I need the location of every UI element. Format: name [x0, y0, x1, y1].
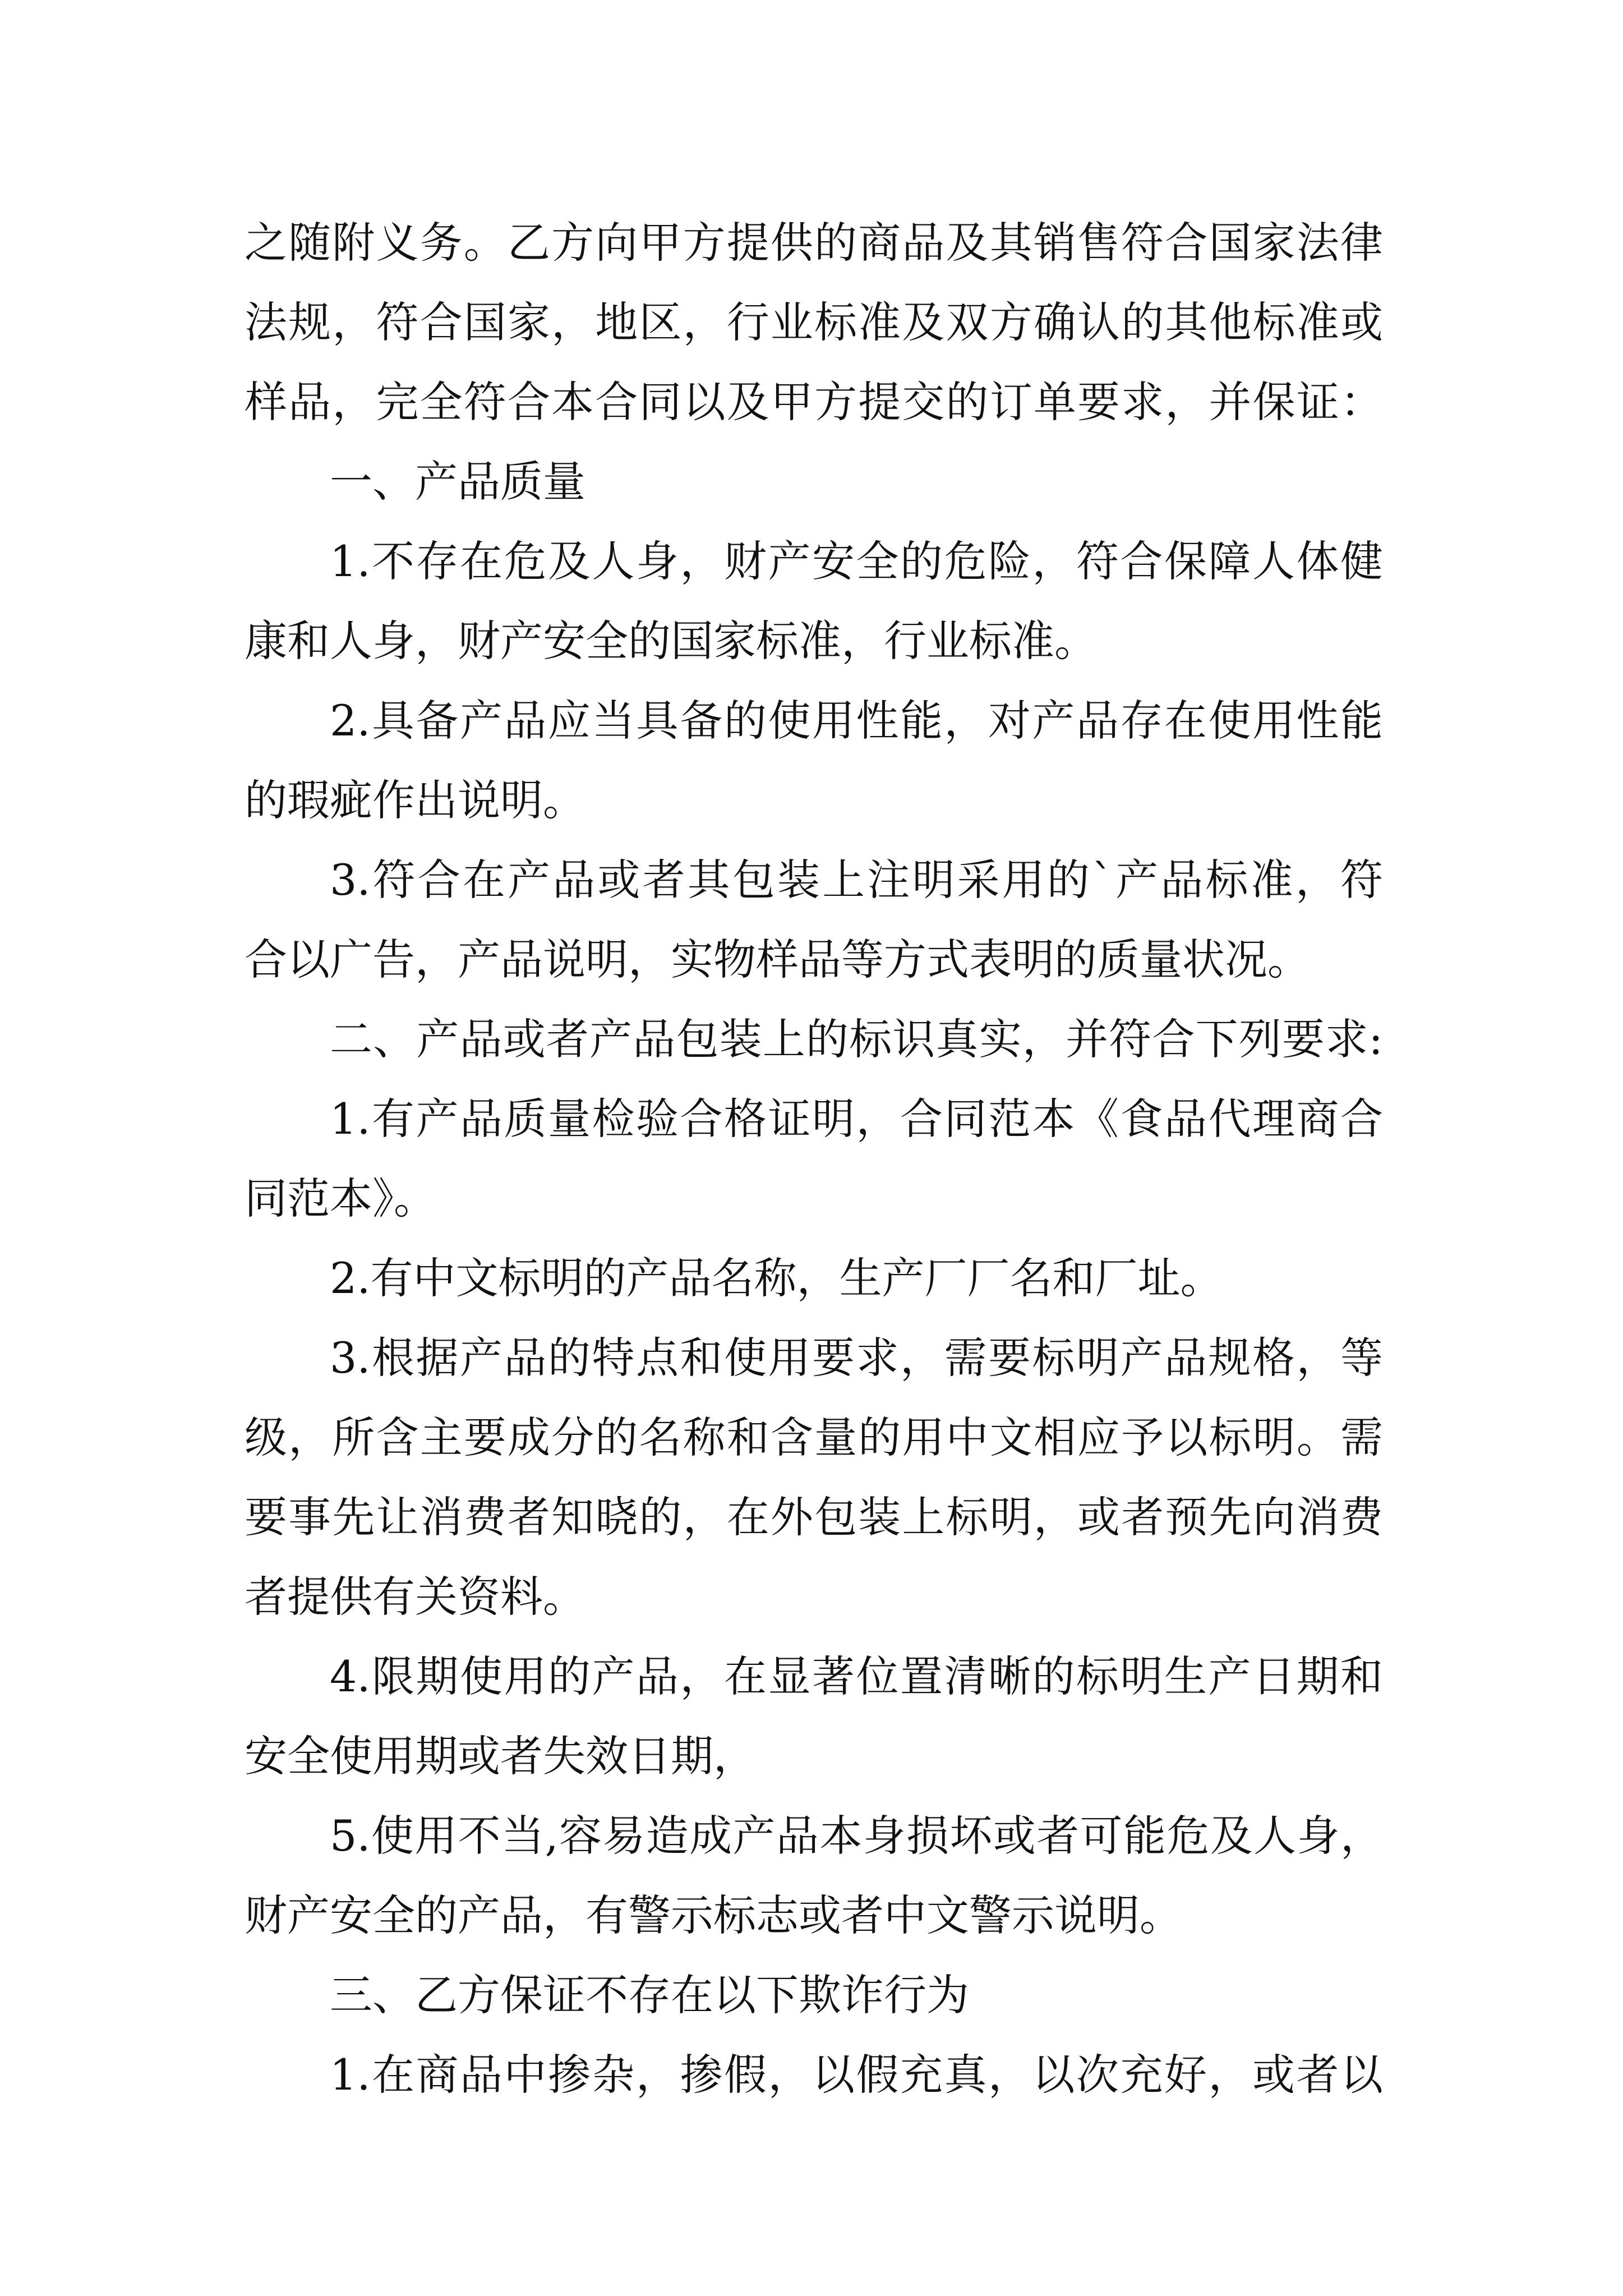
- text-line: 财产安全的产品，有警示标志或者中文警示说明。: [245, 1890, 1182, 1940]
- text-line: 安全使用期或者失效日期，: [245, 1731, 756, 1781]
- text-line: 4.限期使用的产品，在显著位置清晰的标明生产日期和: [330, 1651, 1383, 1701]
- text-line: 要事先让消费者知晓的，在外包装上标明，或者预先向消费: [245, 1492, 1383, 1542]
- text-line: 样品，完全符合本合同以及甲方提交的订单要求，并保证：: [245, 377, 1383, 427]
- text-line: 康和人身，财产安全的国家标准，行业标准。: [245, 616, 1097, 666]
- document-page: [245, 203, 1383, 2115]
- text-line: 5.使用不当,容易造成产品本身损坏或者可能危及人身，: [330, 1811, 1383, 1861]
- text-line: 1.不存在危及人身，财产安全的危险，符合保障人体健: [330, 536, 1383, 586]
- text-line: 的瑕疵作出说明。: [245, 775, 585, 825]
- section-heading: 一、产品质量: [330, 457, 585, 507]
- text-line: 1.在商品中掺杂，掺假，以假充真，以次充好，或者以: [330, 2050, 1383, 2100]
- section-heading: 二、产品或者产品包装上的标识真实，并符合下列要求:: [330, 1014, 1383, 1064]
- text-line: 法规，符合国家，地区，行业标准及双方确认的其他标准或: [245, 297, 1383, 347]
- text-line: 1.有产品质量检验合格证明，合同范本《食品代理商合: [330, 1094, 1383, 1144]
- text-line: 2.具备产品应当具备的使用性能，对产品存在使用性能: [330, 696, 1383, 746]
- text-line: 者提供有关资料。: [245, 1572, 585, 1622]
- text-line: 级，所含主要成分的名称和含量的用中文相应予以标明。需: [245, 1412, 1383, 1462]
- text-line: 之随附义务。乙方向甲方提供的商品及其销售符合国家法律: [245, 218, 1383, 268]
- text-line: 3.根据产品的特点和使用要求，需要标明产品规格，等: [330, 1333, 1383, 1383]
- text-line: 合以广告，产品说明，实物样品等方式表明的质量状况。: [245, 935, 1310, 984]
- text-line: 同范本》。: [245, 1174, 436, 1223]
- text-line: 2.有中文标明的产品名称，生产厂厂名和厂址。: [330, 1253, 1223, 1303]
- text-line: 3.符合在产品或者其包装上注明采用的`产品标准，符: [330, 855, 1383, 905]
- section-heading: 三、乙方保证不存在以下欺诈行为: [330, 1970, 969, 2020]
